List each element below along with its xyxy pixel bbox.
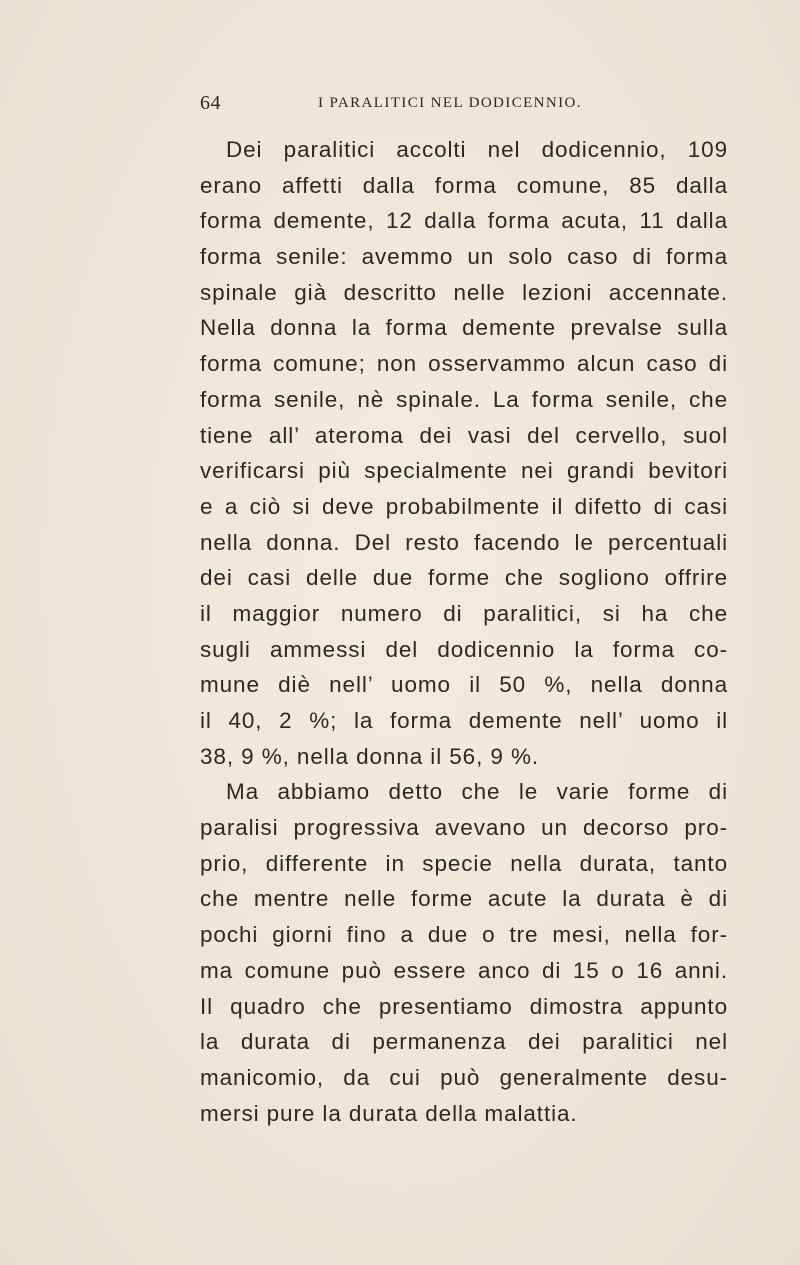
text-line: Nella donna la forma demente prevalse sulla xyxy=(200,315,728,341)
text-line: forma demente, 12 dalla forma acuta, 11 dalla xyxy=(200,208,728,234)
text-line: verificarsi più specialmente nei grandi bevitori xyxy=(200,458,728,484)
text-line: Il quadro che presentiamo dimostra appunto xyxy=(200,993,728,1019)
text-line: Ma abbiamo detto che le varie forme di xyxy=(226,779,728,805)
text-line: pochi giorni fino a due o tre mesi, nella for- xyxy=(200,922,728,948)
text-line: e a ciò si deve probabilmente il difetto di casi xyxy=(200,493,728,519)
text-line: spinale già descritto nelle lezioni accennate. xyxy=(200,279,728,305)
text-line: che mentre nelle forme acute la durata è di xyxy=(200,886,728,912)
text-line: la durata di permanenza dei paralitici nel xyxy=(200,1029,728,1055)
text-line: dei casi delle due forme che sogliono offrire xyxy=(200,565,728,591)
text-line: mersi pure la durata della malattia. xyxy=(200,1100,578,1126)
body-text xyxy=(200,132,728,1131)
text-line: nella donna. Del resto facendo le percentuali xyxy=(200,529,728,555)
text-line: mune diè nell’ uomo il 50 %, nella donna xyxy=(200,672,728,698)
text-line: Dei paralitici accolti nel dodicennio, 109 xyxy=(226,137,728,162)
text-line: tiene all’ ateroma dei vasi del cervello, suol xyxy=(200,422,728,448)
text-line: manicomio, da cui può generalmente desu- xyxy=(200,1064,728,1090)
text-line: prio, differente in specie nella durata, tanto xyxy=(200,850,728,876)
page-number: 64 xyxy=(200,92,221,114)
text-line: forma comune; non osservammo alcun caso di xyxy=(200,351,728,377)
text-line: forma senile, nè spinale. La forma senile, che xyxy=(200,386,728,412)
text-line: sugli ammessi del dodicennio la forma co- xyxy=(200,636,728,662)
text-line: il 40, 2 %; la forma demente nell’ uomo il xyxy=(200,708,728,733)
text-line: forma senile: avemmo un solo caso di forma xyxy=(200,244,728,270)
text-line: erano affetti dalla forma comune, 85 dalla xyxy=(200,172,728,198)
text-line: il maggior numero di paralitici, si ha che xyxy=(200,600,728,626)
text-line: ma comune può essere anco di 15 o 16 anni. xyxy=(200,957,728,983)
running-header xyxy=(200,92,730,116)
text-line: 38, 9 %, nella donna il 56, 9 %. xyxy=(200,743,540,769)
running-title: I PARALITICI NEL DODICENNIO. xyxy=(318,95,582,111)
text-line: paralisi progressiva avevano un decorso pro- xyxy=(200,815,728,841)
